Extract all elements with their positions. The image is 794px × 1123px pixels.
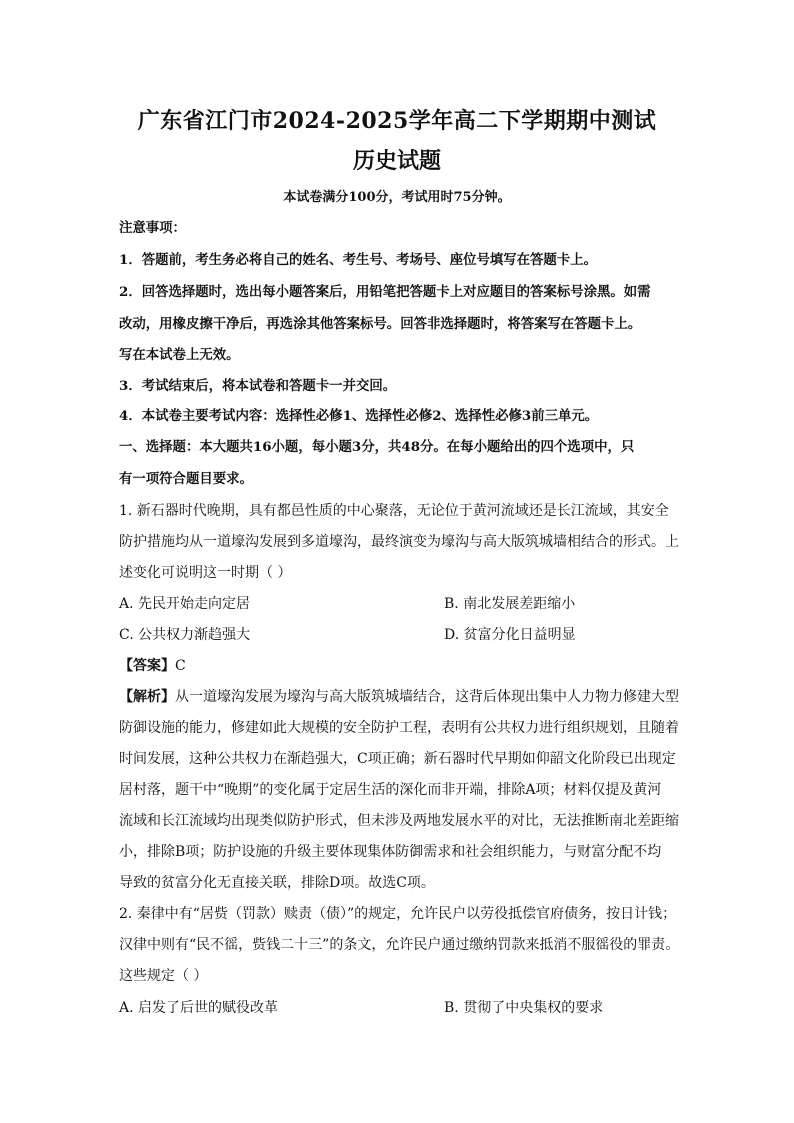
section-heading: 一、选择题：本大题共16小题，每小题3分，共48分。在每小题给出的四个选项中，只 [119, 439, 635, 455]
section-heading-cont: 有一项符合题目要求。 [119, 471, 253, 487]
question-1-option-c: C. 公共权力渐趋强大 [119, 627, 251, 643]
analysis-label: 【解析】 [119, 689, 175, 705]
analysis-line: 防御设施的能力，修建如此大规模的安全防护工程，表明有公共权力进行组织规划，且随着 [119, 720, 679, 736]
question-2-stem: 汉律中则有“民不徭，赀钱二十三”的条文，允许民户通过缴纳罚款来抵消不服徭役的罪责。 [119, 937, 680, 953]
question-1-answer [119, 655, 679, 675]
analysis-line: 居村落，题干中“晚期”的变化属于定居生活的深化而非开端，排除A项；材料仅提及黄河 [119, 782, 662, 798]
answer-label: 【答案】 [119, 658, 175, 674]
question-1-option-d: D. 贫富分化日益明显 [444, 627, 576, 643]
question-2-option-b: B. 贯彻了中央集权的要求 [444, 1000, 604, 1016]
notice-item: 2．回答选择题时，选出每小题答案后，用铅笔把答题卡上对应题目的答案标号涂黑。如需 [119, 284, 651, 300]
question-1-stem: 述变化可说明这一时期（ ） [119, 565, 292, 581]
question-1-option-b: B. 南北发展差距缩小 [444, 596, 576, 612]
notice-item: 3．考试结束后，将本试卷和答题卡一并交回。 [119, 378, 397, 394]
exam-subtitle: 本试卷满分100分，考试用时75分钟。 [283, 190, 511, 205]
notice-item: 4．本试卷主要考试内容：选择性必修1、选择性必修2、选择性必修3前三单元。 [119, 408, 599, 424]
question-1-option-a: A. 先民开始走向定居 [119, 596, 251, 612]
answer-value: C [175, 658, 186, 674]
analysis-line: 时间发展，这种公共权力在渐趋强大，C项正确；新石器时代早期如仰韶文化阶段已出现定 [119, 751, 676, 767]
notice-item: 改动，用橡皮擦干净后，再选涂其他答案标号。回答非选择题时，将答案写在答题卡上。 [119, 316, 642, 332]
exam-title: 广东省江门市2024-2025学年高二下学期期中测试 [137, 108, 657, 134]
notice-heading: 注意事项： [119, 220, 186, 236]
question-2-stem: 这些规定（ ） [119, 968, 208, 984]
notice-item: 1．答题前，考生务必将自己的姓名、考生号、考场号、座位号填写在答题卡上。 [119, 252, 597, 268]
question-2-option-a: A. 启发了后世的赋役改革 [119, 1000, 279, 1016]
analysis-line: 导致的贫富分化无直接关联，排除D项。故选C项。 [119, 875, 435, 891]
question-2-stem: 2. 秦律中有“居赀（罚款）赎责（债）”的规定，允许民户以劳役抵偿官府债务，按日计钱； [119, 906, 677, 922]
question-1-stem: 1. 新石器时代晚期，具有都邑性质的中心聚落，无论位于黄河流域还是长江流域，其安全 [119, 503, 669, 519]
analysis-line: 小，排除B项；防护设施的升级主要体现集体防御需求和社会组织能力，与财富分配不均 [119, 844, 662, 860]
notice-item: 写在本试卷上无效。 [119, 347, 240, 363]
question-1-analysis [119, 686, 679, 706]
question-1-stem: 防护措施均从一道壕沟发展到多道壕沟，最终演变为壕沟与高大版筑城墙相结合的形式。上 [119, 534, 679, 550]
analysis-line: 流域和长江流域均出现类似防护形式，但未涉及两地发展水平的对比，无法推断南北差距缩 [119, 813, 679, 829]
analysis-text: 从一道壕沟发展为壕沟与高大版筑城墙结合，这背后体现出集中人力物力修建大型 [175, 689, 679, 705]
exam-subject: 历史试题 [352, 148, 441, 174]
